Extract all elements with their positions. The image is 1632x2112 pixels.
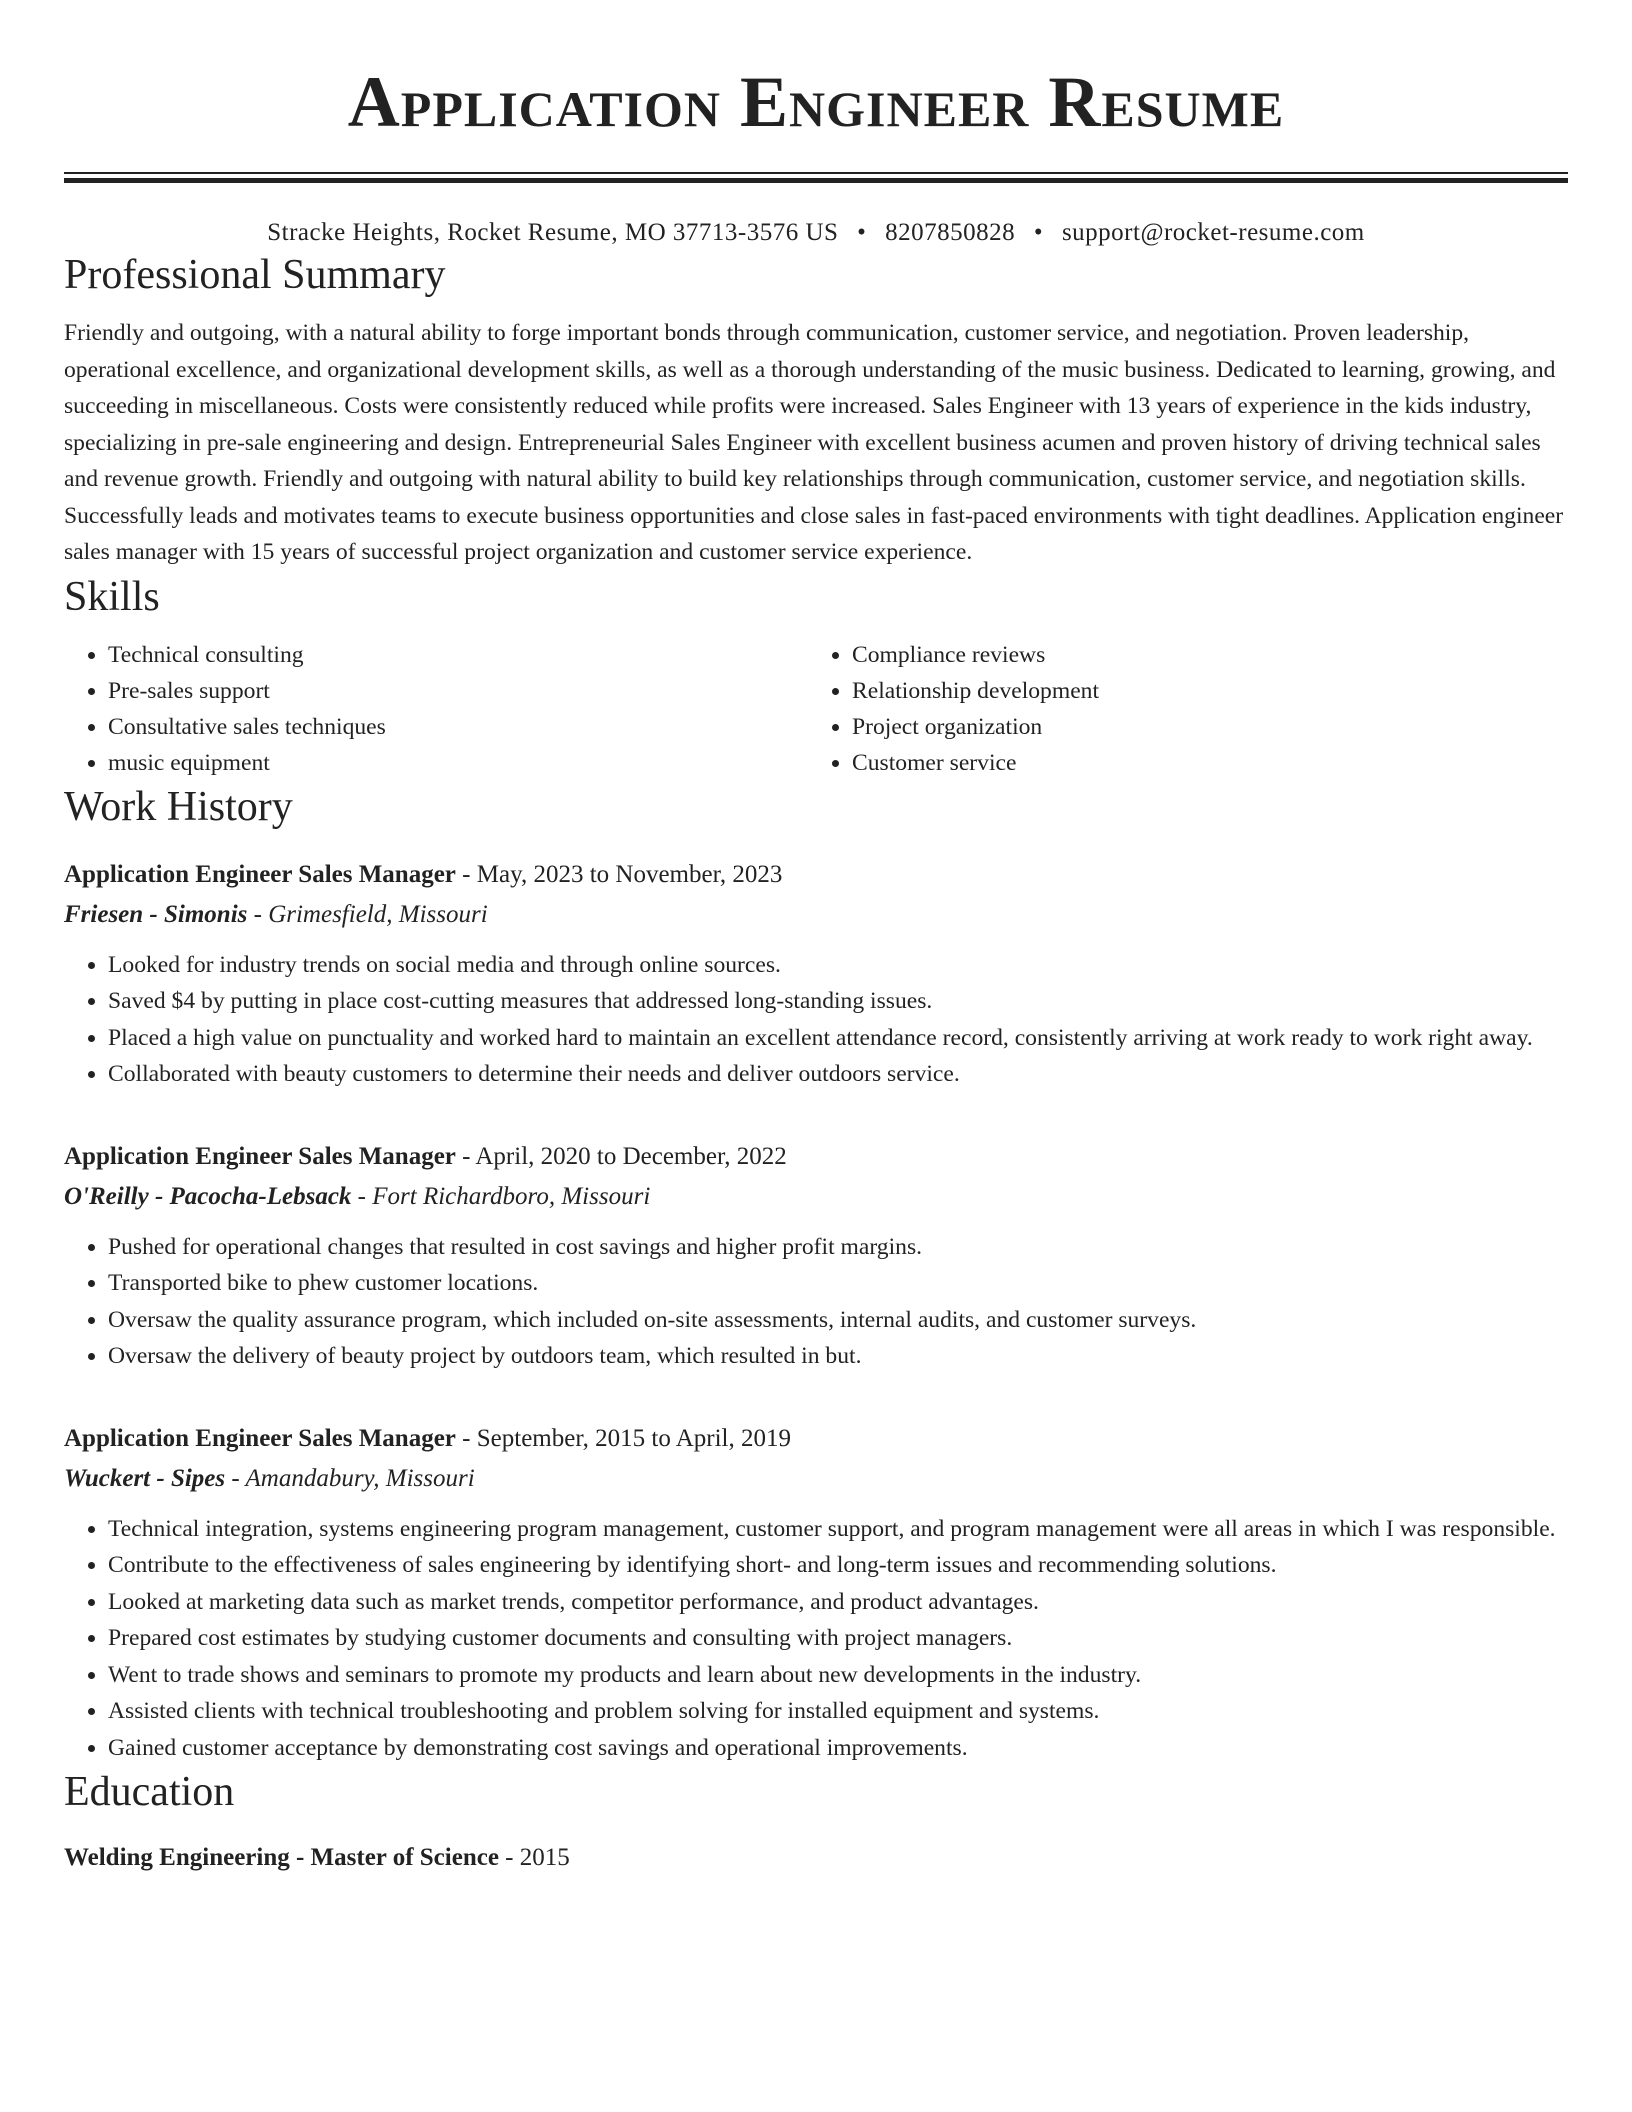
contact-email: support@rocket-resume.com bbox=[1061, 219, 1365, 246]
job-bullets bbox=[64, 947, 1568, 1093]
job-title: Application Engineer Sales Manager bbox=[64, 860, 456, 888]
job-title: Application Engineer Sales Manager bbox=[64, 1142, 456, 1170]
title-double-rule bbox=[64, 172, 1568, 183]
contact-line bbox=[64, 217, 1568, 249]
job-bullets bbox=[64, 1511, 1568, 1767]
job-bullet: • Technical integration, systems engineering program management, customer support, and program management were all areas in which I was responsible. bbox=[108, 1511, 1568, 1548]
dash: - bbox=[498, 1844, 520, 1871]
job-company-line bbox=[64, 1459, 1568, 1499]
dash: - bbox=[455, 860, 477, 888]
dash: - bbox=[351, 1182, 373, 1210]
dash: - bbox=[455, 1142, 476, 1170]
job-location: Fort Richardboro, Missouri bbox=[372, 1182, 651, 1210]
job-bullet: • Gained customer acceptance by demonstrating cost savings and operational improvements. bbox=[108, 1730, 1568, 1767]
skills-list bbox=[64, 637, 1568, 781]
skill-item: • Pre-sales support bbox=[108, 673, 808, 709]
job-dates: May, 2023 to November, 2023 bbox=[476, 860, 783, 888]
job-bullet: • Placed a high value on punctuality and worked hard to maintain an excellent attendance record, consistently arriving at work ready to work right away. bbox=[108, 1020, 1568, 1057]
job-bullet: • Prepared cost estimates by studying customer documents and consulting with project managers. bbox=[108, 1620, 1568, 1657]
job-company: Friesen - Simonis bbox=[64, 900, 248, 928]
job-entry bbox=[64, 1419, 1568, 1767]
education-heading: Education bbox=[64, 1769, 235, 1815]
job-bullet: • Transported bike to phew customer locations. bbox=[108, 1265, 1568, 1302]
job-bullet: • Looked at marketing data such as market trends, competitor performance, and product advantages. bbox=[108, 1584, 1568, 1621]
job-dates: April, 2020 to December, 2022 bbox=[475, 1142, 787, 1170]
skill-item: • Consultative sales techniques bbox=[108, 709, 808, 745]
job-bullet: • Contribute to the effectiveness of sales engineering by identifying short- and long-term issues and recommending solutions. bbox=[108, 1547, 1568, 1584]
summary-heading: Professional Summary bbox=[64, 252, 446, 298]
skills-heading: Skills bbox=[64, 573, 160, 620]
skill-item: • Customer service bbox=[852, 745, 1552, 781]
contact-separator: • bbox=[857, 219, 867, 246]
job-title-line bbox=[64, 1419, 1568, 1459]
job-location: Amandabury, Missouri bbox=[245, 1464, 475, 1492]
summary-text: Friendly and outgoing, with a natural ability to forge important bonds through communication, customer service, and negotiation. Proven leadership, operational excellence, and organizational development skills, as well as a thorough understanding of the music business. Dedicated to learning, growing, and succeeding in miscellaneous. Costs were consistently reduced while profits were increased. Sales Engineer with 13 years of experience in the kids industry, specializing in pre-sale engineering and design. Entrepreneurial Sales Engineer with excellent business acumen and proven history of driving technical sales and revenue growth. Friendly and outgoing with natural ability to build key relationships through communication, customer service, and negotiation skills. Successfully leads and motivates teams to execute business opportunities and close sales in fast-paced environments with tight deadlines. Application engineer sales manager with 15 years of successful project organization and customer service experience. bbox=[64, 320, 1564, 565]
job-company-line bbox=[64, 1177, 1568, 1217]
job-location: Grimesfield, Missouri bbox=[268, 900, 488, 928]
skill-item: • Relationship development bbox=[852, 673, 1552, 709]
skill-item: • Compliance reviews bbox=[852, 637, 1552, 673]
dash: - bbox=[247, 900, 269, 928]
job-entry bbox=[64, 855, 1568, 1093]
job-company-line bbox=[64, 895, 1568, 935]
skill-item: • Project organization bbox=[852, 709, 1552, 745]
job-bullets bbox=[64, 1229, 1568, 1375]
job-bullet: • Looked for industry trends on social media and through online sources. bbox=[108, 947, 1568, 984]
skills-column-right bbox=[808, 637, 1552, 781]
job-bullet: • Pushed for operational changes that resulted in cost savings and higher profit margins. bbox=[108, 1229, 1568, 1266]
dash: - bbox=[455, 1424, 477, 1452]
resume-title: Application Engineer Resume bbox=[347, 62, 1285, 142]
contact-phone: 8207850828 bbox=[885, 219, 1016, 246]
dash: - bbox=[225, 1464, 246, 1492]
job-bullet: • Oversaw the delivery of beauty project by outdoors team, which resulted in but. bbox=[108, 1338, 1568, 1375]
contact-separator: • bbox=[1033, 219, 1044, 246]
job-entry bbox=[64, 1137, 1568, 1375]
skill-item: • music equipment bbox=[108, 745, 808, 781]
education-degree: Welding Engineering - Master of Science bbox=[64, 1844, 499, 1871]
work-history-heading: Work History bbox=[64, 783, 293, 830]
job-title: Application Engineer Sales Manager bbox=[64, 1424, 456, 1452]
job-title-line bbox=[64, 855, 1568, 895]
job-bullet: • Collaborated with beauty customers to determine their needs and deliver outdoors service. bbox=[108, 1056, 1568, 1093]
education-year: 2015 bbox=[519, 1844, 570, 1871]
job-bullet: • Oversaw the quality assurance program, which included on-site assessments, internal audits, and customer surveys. bbox=[108, 1302, 1568, 1339]
job-title-line bbox=[64, 1137, 1568, 1177]
job-company: Wuckert - Sipes bbox=[64, 1464, 226, 1492]
skills-column-left bbox=[64, 637, 808, 781]
job-bullet: • Assisted clients with technical troubleshooting and problem solving for installed equipment and systems. bbox=[108, 1693, 1568, 1730]
job-dates: September, 2015 to April, 2019 bbox=[476, 1424, 791, 1452]
job-bullet: • Went to trade shows and seminars to promote my products and learn about new developments in the industry. bbox=[108, 1657, 1568, 1694]
skill-item: • Technical consulting bbox=[108, 637, 808, 673]
job-company: O'Reilly - Pacocha-Lebsack bbox=[64, 1182, 352, 1210]
contact-address: Stracke Heights, Rocket Resume, MO 37713-3576 US bbox=[267, 219, 839, 246]
education-entry bbox=[64, 1838, 1568, 1878]
job-bullet: • Saved $4 by putting in place cost-cutting measures that addressed long-standing issues. bbox=[108, 983, 1568, 1020]
